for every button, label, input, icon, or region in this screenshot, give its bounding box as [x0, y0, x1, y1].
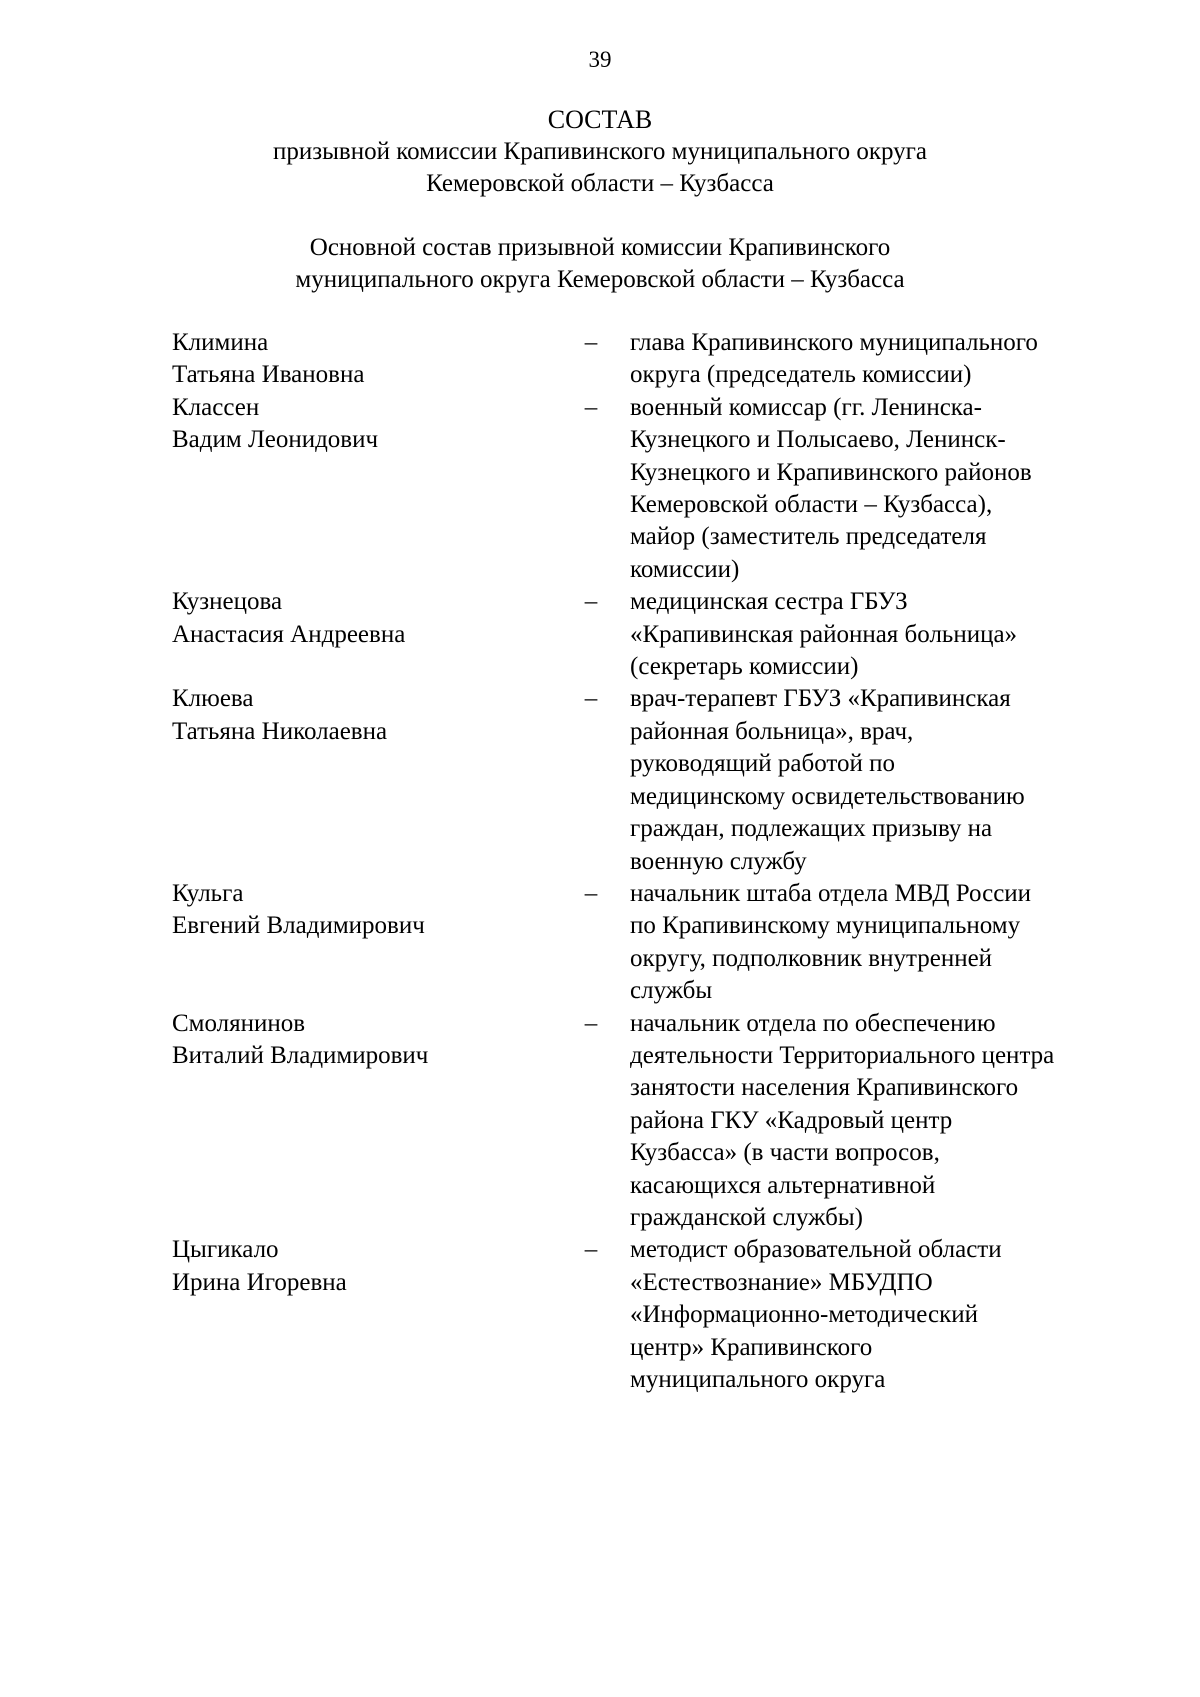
member-role: [630, 878, 1120, 1008]
section-heading-line-1: Основной состав призывной комиссии Крапивинского: [309, 234, 891, 261]
member-role: [630, 392, 1120, 586]
commission-member: [0, 327, 1200, 392]
member-dash: –: [584, 879, 598, 907]
commission-member: [0, 878, 1200, 1008]
section-heading-line-2: муниципального округа Кемеровской области – Кузбасса: [295, 266, 905, 293]
member-role-line: округа (председатель комиссии): [630, 361, 972, 389]
member-dash: –: [584, 1009, 598, 1037]
member-dash: –: [584, 1236, 598, 1264]
member-name: [172, 878, 592, 1008]
member-name: [172, 327, 592, 392]
title-main: СОСТАВ: [547, 105, 653, 134]
member-role-line: районная больница», врач,: [630, 717, 914, 745]
member-surname: Смолянинов: [172, 1009, 306, 1037]
member-given-names: Вадим Леонидович: [172, 426, 379, 454]
member-role-line: комиссии): [630, 555, 740, 583]
member-role-line: касающихся альтернативной: [630, 1171, 936, 1199]
member-role-line: Кемеровской области – Кузбасса),: [630, 491, 993, 519]
commission-member: [0, 683, 1200, 877]
page-number: 39: [588, 47, 612, 72]
commission-member: [0, 1234, 1200, 1396]
member-role-line: Кузнецкого и Крапивинского районов: [630, 458, 1032, 486]
member-role-line: глава Крапивинского муниципального: [630, 329, 1038, 356]
member-surname: Цыгикало: [172, 1236, 279, 1264]
member-name: [172, 1234, 592, 1396]
member-role-line: руководящий работой по: [630, 750, 896, 778]
title-line-3: Кемеровской области – Кузбасса: [426, 170, 774, 197]
member-role-line: муниципального округа: [630, 1366, 886, 1393]
member-dash: –: [584, 588, 598, 616]
member-surname: Клюева: [172, 685, 254, 713]
member-role-line: центр» Крапивинского: [630, 1333, 873, 1361]
member-name: [172, 1008, 592, 1235]
member-role-line: района ГКУ «Кадровый центр: [630, 1106, 953, 1134]
member-role-line: деятельности Территориального центра: [630, 1041, 1055, 1069]
member-role-line: майор (заместитель председателя: [630, 523, 987, 551]
member-dash: –: [584, 685, 598, 713]
member-role: [630, 1234, 1120, 1396]
member-given-names: Евгений Владимирович: [172, 912, 425, 940]
member-role-line: по Крапивинскому муниципальному: [630, 912, 1021, 940]
member-role-line: граждан, подлежащих призыву на: [630, 815, 993, 843]
member-role-line: службы: [630, 977, 713, 1005]
commission-member: [0, 1008, 1200, 1235]
member-role-line: «Информационно-методический: [630, 1301, 979, 1329]
member-role-line: методист образовательной области: [630, 1236, 1002, 1264]
member-role: [630, 1008, 1120, 1235]
member-surname: Климина: [172, 329, 269, 356]
commission-member: [0, 586, 1200, 683]
member-name: [172, 586, 592, 683]
member-role-line: «Крапивинская районная больница»: [630, 620, 1018, 648]
member-given-names: Татьяна Ивановна: [172, 361, 365, 389]
member-name: [172, 683, 592, 877]
commission-member-list: [0, 327, 1200, 1396]
commission-member: [0, 392, 1200, 586]
section-heading: [0, 232, 1200, 296]
document-title: [0, 104, 1200, 200]
member-role-line: медицинская сестра ГБУЗ: [630, 588, 908, 616]
member-given-names: Ирина Игоревна: [172, 1268, 347, 1296]
member-role: [630, 586, 1120, 683]
member-role-line: Кузнецкого и Полысаево, Ленинск-: [630, 426, 1006, 454]
member-surname: Классен: [172, 393, 260, 421]
member-role-line: занятости населения Крапивинского: [630, 1074, 1019, 1102]
member-role-line: начальник штаба отдела МВД России: [630, 879, 1032, 907]
member-given-names: Анастасия Андреевна: [172, 620, 406, 648]
member-role-line: гражданской службы): [630, 1203, 863, 1231]
member-role-line: (секретарь комиссии): [630, 653, 859, 681]
member-role-line: медицинскому освидетельствованию: [630, 782, 1025, 810]
title-line-2: призывной комиссии Крапивинского муниципального округа: [273, 138, 927, 165]
member-role-line: военный комиссар (гг. Ленинска-: [630, 393, 982, 421]
member-role-line: округу, подполковник внутренней: [630, 944, 993, 972]
member-dash: –: [584, 393, 598, 421]
member-dash: –: [584, 329, 598, 356]
member-role: [630, 683, 1120, 877]
member-surname: Кузнецова: [172, 588, 283, 616]
member-role-line: врач-терапевт ГБУЗ «Крапивинская: [630, 685, 1011, 713]
member-role-line: военную службу: [630, 847, 807, 875]
member-given-names: Татьяна Николаевна: [172, 717, 388, 745]
member-role-line: Кузбасса» (в части вопросов,: [630, 1139, 940, 1167]
member-role-line: начальник отдела по обеспечению: [630, 1009, 996, 1037]
member-given-names: Виталий Владимирович: [172, 1041, 429, 1069]
member-surname: Кульга: [172, 879, 244, 907]
member-role-line: «Естествознание» МБУДПО: [630, 1268, 933, 1296]
member-name: [172, 392, 592, 586]
member-role: [630, 327, 1120, 392]
